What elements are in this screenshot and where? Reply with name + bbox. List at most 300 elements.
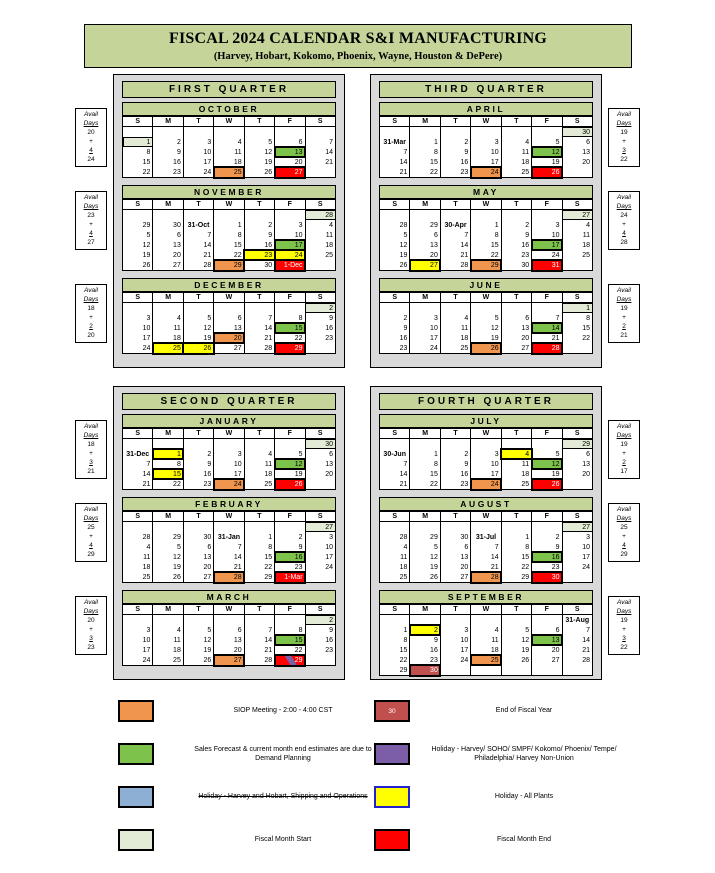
calendar-day-cell[interactable]: 13 [562, 147, 592, 157]
calendar-day-cell[interactable]: 16 [305, 635, 335, 645]
calendar-day-cell[interactable]: 15 [399, 646, 408, 654]
calendar-day-cell[interactable]: 20 [275, 157, 305, 167]
calendar-day-cell[interactable]: 30 [440, 532, 470, 542]
calendar-day-cell[interactable]: 5 [146, 231, 151, 239]
calendar-day-cell[interactable]: 28 [562, 655, 592, 665]
calendar-day-cell[interactable]: 12 [532, 459, 562, 469]
calendar-day-cell[interactable]: 31-Oct [183, 220, 213, 230]
calendar-day-cell[interactable]: 6 [183, 542, 213, 552]
calendar-day-cell[interactable]: 20 [562, 469, 592, 479]
calendar-day-cell[interactable]: 14 [305, 147, 335, 157]
calendar-day-cell[interactable]: 17 [183, 157, 213, 167]
calendar-day-cell[interactable]: 21 [244, 333, 274, 343]
calendar-day-cell[interactable]: 14 [183, 240, 213, 250]
calendar-day-cell[interactable]: 13 [214, 635, 244, 645]
calendar-day-cell[interactable]: 14 [562, 635, 592, 645]
calendar-day-cell[interactable]: 11 [501, 147, 531, 157]
calendar-day-cell[interactable]: 23 [501, 250, 531, 260]
calendar-day-cell[interactable]: 25 [562, 250, 592, 260]
calendar-day-cell[interactable]: 7 [440, 230, 470, 240]
calendar-day-cell[interactable]: 4 [305, 220, 335, 230]
calendar-day-cell[interactable]: 3 [214, 449, 244, 459]
calendar-day-cell[interactable]: 21 [399, 168, 408, 176]
calendar-day-cell[interactable]: 7 [305, 137, 335, 147]
calendar-day-cell[interactable]: 18 [562, 240, 592, 250]
calendar-day-cell[interactable]: 8 [410, 459, 440, 469]
calendar-day-cell[interactable]: 8 [562, 313, 592, 323]
calendar-day-cell[interactable]: 2 [305, 303, 335, 314]
calendar-day-cell[interactable]: 4 [501, 449, 531, 459]
calendar-day-cell[interactable]: 13 [183, 552, 213, 562]
calendar-day-cell[interactable]: 11 [440, 323, 470, 333]
calendar-day-cell[interactable]: 28 [399, 221, 408, 229]
calendar-day-cell[interactable]: 7 [244, 313, 274, 323]
calendar-day-cell[interactable]: 12 [142, 241, 151, 249]
calendar-day-cell[interactable]: 21 [244, 645, 274, 655]
calendar-day-cell[interactable]: 17 [305, 552, 335, 562]
calendar-day-cell[interactable]: 18 [471, 645, 501, 655]
calendar-day-cell[interactable]: 9 [183, 459, 213, 469]
calendar-day-cell[interactable]: 17 [410, 333, 440, 343]
calendar-day-cell[interactable]: 19 [142, 251, 151, 259]
calendar-day-cell[interactable]: 24 [305, 562, 335, 572]
calendar-day-cell[interactable]: 25 [501, 479, 531, 490]
calendar-day-cell[interactable]: 11 [471, 635, 501, 645]
calendar-day-cell[interactable]: 25 [305, 250, 335, 260]
calendar-day-cell[interactable]: 21 [183, 250, 213, 260]
calendar-day-cell[interactable]: 6 [214, 313, 244, 323]
calendar-day-cell[interactable]: 31-Aug [562, 615, 592, 626]
calendar-day-cell[interactable]: 27 [214, 655, 244, 666]
calendar-day-cell[interactable]: 7 [562, 625, 592, 635]
calendar-day-cell[interactable]: 5 [532, 137, 562, 147]
calendar-day-cell[interactable]: 14 [142, 470, 151, 478]
calendar-day-cell[interactable]: 20 [214, 333, 244, 343]
calendar-day-cell[interactable]: 18 [153, 645, 183, 655]
calendar-day-cell[interactable]: 13 [440, 552, 470, 562]
calendar-day-cell[interactable]: 3 [305, 532, 335, 542]
calendar-day-cell[interactable]: 6 [305, 449, 335, 459]
calendar-day-cell[interactable]: 5 [532, 449, 562, 459]
calendar-day-cell[interactable]: 30 [183, 532, 213, 542]
calendar-day-cell[interactable]: 24 [275, 250, 305, 260]
calendar-day-cell[interactable]: 14 [244, 635, 274, 645]
calendar-day-cell[interactable]: 15 [244, 552, 274, 562]
calendar-day-cell[interactable]: 4 [146, 543, 151, 551]
calendar-day-cell[interactable]: 21 [214, 562, 244, 572]
calendar-day-cell[interactable]: 29 [410, 532, 440, 542]
calendar-day-cell[interactable]: 16 [410, 645, 440, 655]
calendar-day-cell[interactable]: 8 [410, 147, 440, 157]
calendar-day-cell[interactable]: 15 [501, 552, 531, 562]
calendar-day-cell[interactable]: 20 [153, 250, 183, 260]
calendar-day-cell[interactable]: 26 [532, 167, 562, 178]
calendar-day-cell[interactable]: 2 [440, 137, 470, 147]
calendar-day-cell[interactable]: 27 [562, 522, 592, 533]
calendar-day-cell[interactable]: 27 [153, 260, 183, 271]
calendar-day-cell[interactable]: 9 [403, 324, 408, 332]
calendar-day-cell[interactable]: 23 [410, 655, 440, 665]
calendar-day-cell[interactable]: 21 [532, 333, 562, 343]
calendar-day-cell[interactable]: 30-Apr [440, 220, 470, 230]
calendar-day-cell[interactable]: 1 [410, 137, 440, 147]
calendar-day-cell[interactable]: 12 [183, 635, 213, 645]
calendar-day-cell[interactable]: 19 [532, 469, 562, 479]
calendar-day-cell[interactable]: 3 [562, 532, 592, 542]
calendar-day-cell[interactable]: 1-Mar [275, 572, 305, 583]
calendar-day-cell[interactable]: 14 [244, 323, 274, 333]
calendar-day-cell[interactable]: 23 [153, 167, 183, 178]
calendar-day-cell[interactable]: 8 [244, 542, 274, 552]
calendar-day-cell[interactable]: 19 [471, 333, 501, 343]
calendar-day-cell[interactable]: 12 [399, 241, 408, 249]
calendar-day-cell[interactable]: 24 [471, 167, 501, 178]
calendar-day-cell[interactable]: 16 [244, 240, 274, 250]
calendar-day-cell[interactable]: 13 [214, 323, 244, 333]
calendar-day-cell[interactable]: 12 [532, 147, 562, 157]
calendar-day-cell[interactable]: 4 [244, 449, 274, 459]
calendar-day-cell[interactable]: 6 [501, 313, 531, 323]
calendar-day-cell[interactable]: 2 [153, 137, 183, 147]
calendar-day-cell[interactable]: 6 [410, 230, 440, 240]
calendar-day-cell[interactable]: 29 [399, 666, 408, 674]
calendar-day-cell[interactable]: 12 [244, 147, 274, 157]
calendar-day-cell[interactable]: 14 [471, 552, 501, 562]
calendar-day-cell[interactable]: 26 [183, 343, 213, 354]
calendar-day-cell[interactable]: 18 [399, 563, 408, 571]
calendar-day-cell[interactable]: 26 [399, 261, 408, 269]
calendar-day-cell[interactable]: 2 [275, 532, 305, 542]
calendar-day-cell[interactable]: 23 [244, 250, 274, 260]
calendar-day-cell[interactable]: 24 [142, 344, 151, 352]
calendar-day-cell[interactable]: 9 [275, 542, 305, 552]
calendar-day-cell[interactable]: 21 [399, 480, 408, 488]
calendar-day-cell[interactable]: 10 [471, 147, 501, 157]
calendar-day-cell[interactable]: 27 [532, 655, 562, 665]
calendar-day-cell[interactable]: 10 [440, 635, 470, 645]
calendar-day-cell[interactable]: 25 [214, 167, 244, 178]
calendar-day-cell[interactable]: 7 [471, 542, 501, 552]
calendar-day-cell[interactable]: 5 [183, 313, 213, 323]
calendar-day-cell[interactable]: 29 [410, 220, 440, 230]
calendar-day-cell[interactable]: 16 [440, 157, 470, 167]
calendar-day-cell[interactable]: 24 [410, 343, 440, 354]
calendar-day-cell[interactable]: 11 [153, 635, 183, 645]
calendar-day-cell[interactable]: 27 [214, 343, 244, 354]
calendar-day-cell[interactable]: 17 [214, 469, 244, 479]
calendar-day-cell[interactable]: 6 [532, 625, 562, 635]
calendar-day-cell[interactable]: 2 [403, 314, 408, 322]
calendar-day-cell[interactable]: 28 [471, 572, 501, 583]
calendar-day-cell[interactable]: 1-Dec [275, 260, 305, 271]
calendar-day-cell[interactable]: 29 [275, 655, 305, 666]
calendar-day-cell[interactable]: 17 [142, 646, 151, 654]
calendar-day-cell[interactable]: 10 [214, 459, 244, 469]
calendar-day-cell[interactable]: 18 [305, 240, 335, 250]
calendar-day-cell[interactable]: 28 [214, 572, 244, 583]
calendar-day-cell[interactable]: 22 [399, 656, 408, 664]
calendar-day-cell[interactable]: 6 [153, 230, 183, 240]
calendar-day-cell[interactable]: 16 [532, 552, 562, 562]
calendar-day-cell[interactable]: 7 [244, 625, 274, 635]
calendar-day-cell[interactable]: 9 [532, 542, 562, 552]
calendar-day-cell[interactable]: 30-Jun [383, 450, 406, 458]
calendar-day-cell[interactable]: 4 [501, 137, 531, 147]
calendar-day-cell[interactable]: 17 [471, 157, 501, 167]
calendar-day-cell[interactable]: 11 [562, 230, 592, 240]
calendar-day-cell[interactable]: 28 [142, 533, 151, 541]
calendar-day-cell[interactable]: 2 [410, 625, 440, 635]
calendar-day-cell[interactable]: 19 [501, 645, 531, 655]
calendar-day-cell[interactable]: 8 [403, 636, 408, 644]
calendar-day-cell[interactable]: 20 [183, 562, 213, 572]
calendar-day-cell[interactable]: 23 [440, 167, 470, 178]
calendar-day-cell[interactable]: 18 [244, 469, 274, 479]
calendar-day-cell[interactable]: 13 [501, 323, 531, 333]
calendar-day-cell[interactable]: 7 [403, 148, 408, 156]
calendar-day-cell[interactable]: 20 [532, 645, 562, 655]
calendar-day-cell[interactable]: 1 [214, 220, 244, 230]
calendar-day-cell[interactable]: 6 [275, 137, 305, 147]
calendar-day-cell[interactable]: 18 [440, 333, 470, 343]
calendar-day-cell[interactable]: 21 [440, 250, 470, 260]
calendar-day-cell[interactable]: 26 [142, 261, 151, 269]
calendar-day-cell[interactable]: 21 [562, 645, 592, 655]
calendar-day-cell[interactable]: 15 [153, 469, 183, 479]
calendar-day-cell[interactable]: 28 [440, 260, 470, 271]
calendar-day-cell[interactable]: 26 [471, 343, 501, 354]
calendar-day-cell[interactable]: 9 [244, 230, 274, 240]
calendar-day-cell[interactable]: 14 [440, 240, 470, 250]
calendar-day-cell[interactable]: 20 [440, 562, 470, 572]
calendar-day-cell[interactable]: 27 [410, 260, 440, 271]
calendar-day-cell[interactable]: 8 [471, 230, 501, 240]
calendar-day-cell[interactable]: 11 [305, 230, 335, 240]
calendar-day-cell[interactable]: 31-Jan [214, 532, 244, 542]
calendar-day-cell[interactable]: 10 [305, 542, 335, 552]
calendar-day-cell[interactable]: 5 [501, 625, 531, 635]
calendar-day-cell[interactable]: 22 [410, 167, 440, 178]
calendar-day-cell[interactable]: 5 [471, 313, 501, 323]
calendar-day-cell[interactable]: 7 [183, 230, 213, 240]
calendar-day-cell[interactable]: 13 [410, 240, 440, 250]
calendar-day-cell[interactable]: 9 [440, 147, 470, 157]
calendar-day-cell[interactable]: 12 [183, 323, 213, 333]
calendar-day-cell[interactable]: 11 [153, 323, 183, 333]
calendar-day-cell[interactable]: 27 [275, 167, 305, 178]
calendar-day-cell[interactable]: 29 [471, 260, 501, 271]
calendar-day-cell[interactable]: 18 [501, 469, 531, 479]
calendar-day-cell[interactable]: 17 [142, 334, 151, 342]
calendar-day-cell[interactable]: 21 [142, 480, 151, 488]
calendar-day-cell[interactable]: 19 [183, 645, 213, 655]
calendar-day-cell[interactable]: 5 [410, 542, 440, 552]
calendar-day-cell[interactable]: 27 [562, 210, 592, 221]
calendar-day-cell[interactable]: 2 [305, 615, 335, 626]
calendar-day-cell[interactable]: 6 [562, 137, 592, 147]
calendar-day-cell[interactable]: 3 [410, 313, 440, 323]
calendar-day-cell[interactable]: 24 [142, 656, 151, 664]
calendar-day-cell[interactable]: 28 [183, 260, 213, 271]
calendar-day-cell[interactable]: 22 [471, 250, 501, 260]
calendar-day-cell[interactable]: 1 [471, 220, 501, 230]
calendar-day-cell[interactable]: 28 [244, 343, 274, 354]
calendar-day-cell[interactable]: 25 [399, 573, 408, 581]
calendar-day-cell[interactable]: 31 [532, 260, 562, 271]
calendar-day-cell[interactable]: 8 [214, 230, 244, 240]
calendar-day-cell[interactable]: 10 [471, 459, 501, 469]
calendar-day-cell[interactable]: 31-Jul [471, 532, 501, 542]
calendar-day-cell[interactable]: 26 [532, 479, 562, 490]
calendar-day-cell[interactable]: 3 [471, 449, 501, 459]
calendar-day-cell[interactable]: 3 [440, 625, 470, 635]
calendar-day-cell[interactable]: 22 [275, 333, 305, 343]
calendar-day-cell[interactable]: 8 [275, 625, 305, 635]
calendar-day-cell[interactable]: 31-Mar [383, 138, 406, 146]
calendar-day-cell[interactable]: 11 [501, 459, 531, 469]
calendar-day-cell[interactable]: 26 [244, 167, 274, 178]
calendar-day-cell[interactable]: 7 [214, 542, 244, 552]
calendar-day-cell[interactable]: 4 [403, 543, 408, 551]
calendar-day-cell[interactable]: 24 [440, 655, 470, 665]
calendar-day-cell[interactable]: 14 [532, 323, 562, 333]
calendar-day-cell[interactable]: 16 [305, 323, 335, 333]
calendar-day-cell[interactable]: 22 [153, 479, 183, 490]
calendar-day-cell[interactable]: 12 [275, 459, 305, 469]
calendar-day-cell[interactable]: 6 [440, 542, 470, 552]
calendar-day-cell[interactable]: 25 [142, 573, 151, 581]
calendar-day-cell[interactable]: 10 [410, 323, 440, 333]
calendar-day-cell[interactable]: 13 [305, 459, 335, 469]
calendar-day-cell[interactable]: 2 [440, 449, 470, 459]
calendar-day-cell[interactable]: 3 [146, 314, 151, 322]
calendar-day-cell[interactable]: 29 [275, 343, 305, 354]
calendar-day-cell[interactable]: 27 [440, 572, 470, 583]
calendar-day-cell[interactable]: 26 [183, 655, 213, 666]
calendar-day-cell[interactable]: 20 [305, 469, 335, 479]
calendar-day-cell[interactable]: 9 [305, 625, 335, 635]
calendar-day-cell[interactable]: 8 [153, 459, 183, 469]
calendar-day-cell[interactable]: 30 [244, 260, 274, 271]
calendar-day-cell[interactable]: 29 [501, 572, 531, 583]
calendar-day-cell[interactable]: 22 [562, 333, 592, 343]
calendar-day-cell[interactable]: 19 [275, 469, 305, 479]
calendar-day-cell[interactable]: 10 [562, 542, 592, 552]
calendar-day-cell[interactable]: 3 [471, 137, 501, 147]
calendar-day-cell[interactable]: 21 [305, 157, 335, 167]
calendar-day-cell[interactable]: 16 [440, 469, 470, 479]
calendar-day-cell[interactable]: 30 [410, 665, 440, 676]
calendar-day-cell[interactable]: 4 [214, 137, 244, 147]
calendar-day-cell[interactable]: 29 [153, 532, 183, 542]
calendar-day-cell[interactable]: 25 [501, 167, 531, 178]
calendar-day-cell[interactable]: 26 [501, 655, 531, 665]
calendar-day-cell[interactable]: 12 [501, 635, 531, 645]
calendar-day-cell[interactable]: 13 [532, 635, 562, 645]
calendar-day-cell[interactable]: 8 [501, 542, 531, 552]
calendar-day-cell[interactable]: 2 [532, 532, 562, 542]
calendar-day-cell[interactable]: 3 [275, 220, 305, 230]
calendar-day-cell[interactable]: 16 [501, 240, 531, 250]
calendar-day-cell[interactable]: 5 [183, 625, 213, 635]
calendar-day-cell[interactable]: 14 [214, 552, 244, 562]
calendar-day-cell[interactable]: 17 [471, 469, 501, 479]
calendar-day-cell[interactable]: 4 [562, 220, 592, 230]
calendar-day-cell[interactable]: 8 [146, 148, 151, 156]
calendar-day-cell[interactable]: 22 [275, 645, 305, 655]
calendar-day-cell[interactable]: 29 [244, 572, 274, 583]
calendar-day-cell[interactable]: 15 [142, 158, 151, 166]
calendar-day-cell[interactable]: 16 [399, 334, 408, 342]
calendar-day-cell[interactable]: 26 [410, 572, 440, 583]
calendar-day-cell[interactable]: 15 [275, 323, 305, 333]
calendar-day-cell[interactable]: 15 [471, 240, 501, 250]
calendar-day-cell[interactable]: 5 [403, 231, 408, 239]
calendar-day-cell[interactable]: 15 [214, 240, 244, 250]
calendar-day-cell[interactable]: 1 [153, 449, 183, 459]
calendar-day-cell[interactable]: 4 [471, 625, 501, 635]
calendar-day-cell[interactable]: 19 [399, 251, 408, 259]
calendar-day-cell[interactable]: 20 [501, 333, 531, 343]
calendar-day-cell[interactable]: 11 [244, 459, 274, 469]
calendar-day-cell[interactable]: 17 [275, 240, 305, 250]
calendar-day-cell[interactable]: 29 [562, 439, 592, 450]
calendar-day-cell[interactable]: 22 [142, 168, 151, 176]
calendar-day-cell[interactable]: 12 [471, 323, 501, 333]
calendar-day-cell[interactable]: 10 [142, 324, 151, 332]
calendar-day-cell[interactable]: 2 [183, 449, 213, 459]
calendar-day-cell[interactable]: 7 [146, 460, 151, 468]
calendar-day-cell[interactable]: 29 [142, 221, 151, 229]
calendar-day-cell[interactable]: 19 [244, 157, 274, 167]
calendar-day-cell[interactable]: 23 [305, 645, 335, 655]
calendar-day-cell[interactable]: 4 [440, 313, 470, 323]
calendar-day-cell[interactable]: 10 [142, 636, 151, 644]
calendar-day-cell[interactable]: 10 [275, 230, 305, 240]
calendar-day-cell[interactable]: 1 [244, 532, 274, 542]
calendar-day-cell[interactable]: 24 [532, 250, 562, 260]
calendar-day-cell[interactable]: 22 [214, 250, 244, 260]
calendar-day-cell[interactable]: 1 [123, 137, 153, 147]
calendar-day-cell[interactable]: 11 [143, 553, 151, 561]
calendar-day-cell[interactable]: 24 [183, 167, 213, 178]
calendar-day-cell[interactable]: 22 [410, 479, 440, 490]
calendar-day-cell[interactable]: 20 [214, 645, 244, 655]
calendar-day-cell[interactable]: 5 [275, 449, 305, 459]
calendar-day-cell[interactable]: 15 [562, 323, 592, 333]
calendar-day-cell[interactable]: 23 [183, 479, 213, 490]
calendar-day-cell[interactable]: 30 [305, 439, 335, 450]
calendar-day-cell[interactable]: 19 [153, 562, 183, 572]
calendar-day-cell[interactable]: 25 [440, 343, 470, 354]
calendar-day-cell[interactable]: 22 [501, 562, 531, 572]
calendar-day-cell[interactable]: 15 [410, 157, 440, 167]
calendar-day-cell[interactable]: 18 [142, 563, 151, 571]
calendar-day-cell[interactable]: 1 [403, 626, 408, 634]
calendar-day-cell[interactable]: 22 [244, 562, 274, 572]
calendar-day-cell[interactable]: 28 [244, 655, 274, 666]
calendar-day-cell[interactable]: 26 [275, 479, 305, 490]
calendar-day-cell[interactable]: 10 [183, 147, 213, 157]
calendar-day-cell[interactable]: 19 [183, 333, 213, 343]
calendar-day-cell[interactable]: 9 [305, 313, 335, 323]
calendar-day-cell[interactable]: 25 [471, 655, 501, 665]
calendar-day-cell[interactable]: 14 [399, 470, 408, 478]
calendar-day-cell[interactable]: 26 [153, 572, 183, 583]
calendar-day-cell[interactable]: 20 [410, 250, 440, 260]
calendar-day-cell[interactable]: 18 [501, 157, 531, 167]
calendar-day-cell[interactable]: 6 [214, 625, 244, 635]
